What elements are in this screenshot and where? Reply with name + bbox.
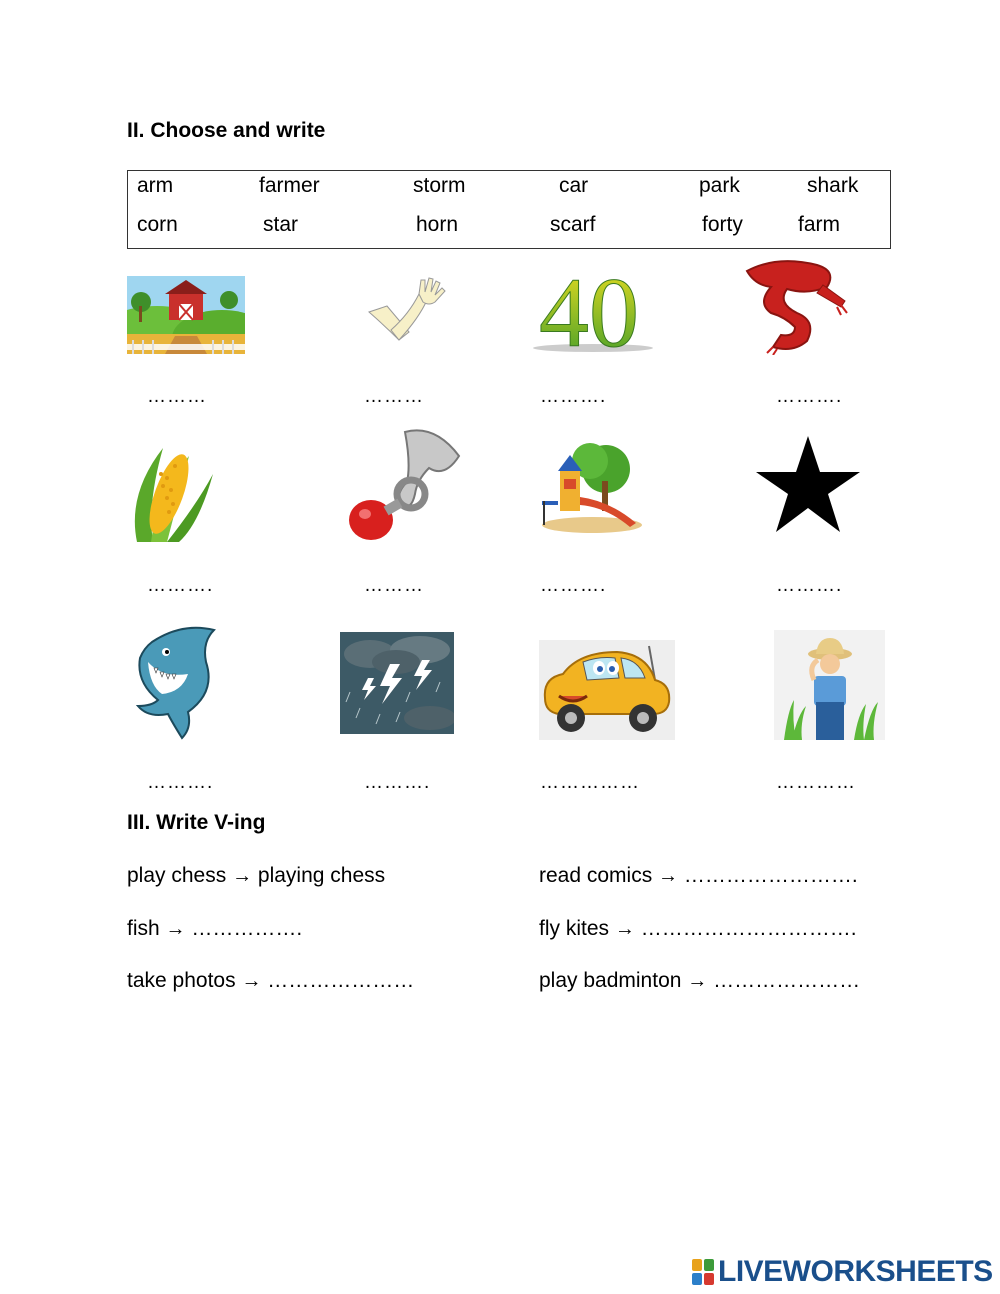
blank-r2-3[interactable]: ………. [540,575,607,596]
word-park: park [699,174,740,197]
ving-item-5 [127,969,414,993]
ving-verb: play chess [127,864,227,887]
word-car: car [559,174,589,197]
arrow-icon: → [232,865,253,887]
ving-answer-blank[interactable]: ……………. [191,917,303,940]
section3-title: III. Write V-ing [127,811,266,834]
arrow-icon: → [614,918,635,940]
logo-squares-icon [692,1259,714,1285]
star-icon [756,436,860,532]
arrow-icon: → [687,970,708,992]
blank-r2-4[interactable]: ………. [776,575,843,596]
word-corn: corn [137,213,178,236]
blank-r3-3[interactable]: …………… [540,772,640,793]
word-shark: shark [807,174,859,197]
blank-r1-1[interactable]: ……… [147,386,207,407]
blank-r2-2[interactable]: ……… [364,575,424,596]
ving-answer: playing chess [257,864,386,887]
blank-r2-1[interactable]: ………. [147,575,214,596]
scarf-icon [737,255,849,355]
arrow-icon: → [658,865,679,887]
blank-r3-1[interactable]: ………. [147,772,214,793]
ving-verb: take photos [127,969,236,992]
blank-r1-2[interactable]: ……… [364,386,424,407]
blank-r1-4[interactable]: ………. [776,386,843,407]
ving-verb: fly kites [539,917,610,940]
section2-title: II. Choose and write [127,119,326,142]
forty-number: 40 [539,262,639,354]
car-icon [539,640,675,740]
ving-answer-blank[interactable]: …………………………. [640,917,857,940]
ving-answer-blank[interactable]: ……………………. [683,864,858,887]
word-box [127,170,891,249]
logo-text: LIVEWORKSHEETS [718,1255,993,1288]
ving-verb: fish [127,917,160,940]
arrow-icon: → [165,918,186,940]
storm-icon [340,632,454,734]
word-farmer: farmer [259,174,320,197]
ving-verb: read comics [539,864,653,887]
word-horn: horn [416,213,459,236]
ving-verb: play badminton [539,969,682,992]
corn-icon [127,434,215,544]
liveworksheets-logo[interactable] [692,1255,993,1289]
ving-item-4 [539,917,857,941]
word-forty: forty [702,213,743,236]
word-farm: farm [798,213,840,236]
blank-r3-4[interactable]: ………… [776,772,856,793]
ving-item-3 [127,917,302,941]
arrow-icon: → [241,970,262,992]
park-icon [540,441,642,533]
ving-item-2 [539,864,858,888]
shark-icon [132,622,218,740]
ving-answer-blank[interactable]: ………………… [713,969,861,992]
word-scarf: scarf [550,213,596,236]
blank-r1-3[interactable]: ………. [540,386,607,407]
ving-item-6 [539,969,860,993]
word-storm: storm [413,174,466,197]
farmer-icon [774,630,885,740]
ving-answer-blank[interactable]: ………………… [267,969,415,992]
ving-item-1 [127,864,385,888]
forty-icon [523,262,658,354]
farm-icon [127,276,245,354]
horn-icon [345,424,461,544]
arm-icon [365,276,449,344]
blank-r3-2[interactable]: ………. [364,772,431,793]
word-arm: arm [137,174,174,197]
word-star: star [263,213,299,236]
